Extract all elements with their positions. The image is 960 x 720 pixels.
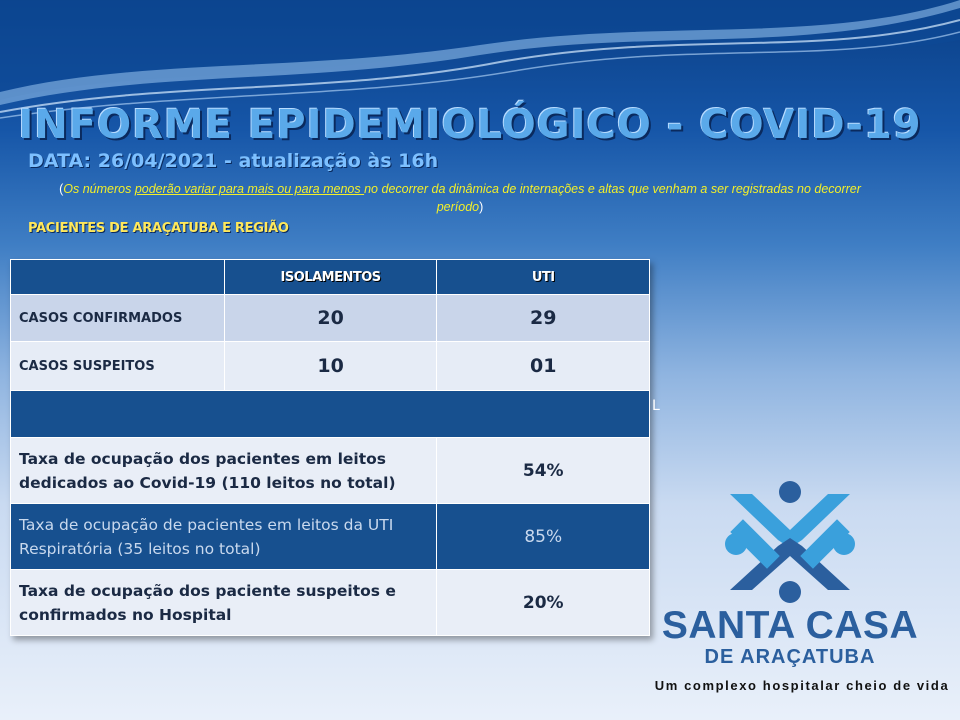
table-divider-row — [11, 391, 650, 438]
table-row — [11, 295, 650, 342]
brand-tagline: Um complexo hospitalar cheio de vida — [654, 678, 950, 693]
update-date: DATA: 26/04/2021 - atualização às 16h — [28, 150, 439, 172]
suspeitos-uti: 01 — [437, 342, 650, 391]
rate-value-covid-beds: 54% — [437, 438, 650, 504]
brand-city: DE ARAÇATUBA — [704, 646, 876, 668]
header-isolamentos: ISOLAMENTOS — [224, 260, 437, 295]
rate-value-hospital: 20% — [437, 570, 650, 636]
confirmados-uti: 29 — [437, 295, 650, 342]
table-row — [11, 342, 650, 391]
rate-row — [11, 570, 650, 636]
disclaimer-note: (Os números poderão variar para mais ou para menos no decorrer da dinâmica de internações e altas que venham a ser registradas no decorrer período) — [59, 182, 861, 214]
row-label-suspeitos: CASOS SUSPEITOS — [11, 342, 225, 391]
rate-label-uti-resp: Taxa de ocupação de pacientes em leitos da UTI Respiratória (35 leitos no total) — [11, 504, 437, 570]
stats-table — [10, 259, 650, 636]
region-label: PACIENTES DE ARAÇATUBA E REGIÃO — [28, 221, 289, 236]
confirmados-isolamentos: 20 — [224, 295, 437, 342]
row-label-confirmados: CASOS CONFIRMADOS — [11, 295, 225, 342]
santa-casa-logo-icon — [722, 478, 858, 606]
page-title: INFORME EPIDEMIOLÓGICO - COVID-19 — [18, 102, 922, 148]
stray-character: L — [652, 398, 660, 414]
rate-row — [11, 504, 650, 570]
header-uti: UTI — [437, 260, 650, 295]
header-empty-cell — [11, 260, 225, 295]
brand-name: SANTA CASA — [661, 604, 919, 647]
rate-row — [11, 438, 650, 504]
suspeitos-isolamentos: 10 — [224, 342, 437, 391]
rate-label-hospital: Taxa de ocupação dos paciente suspeitos e confirmados no Hospital — [11, 570, 437, 636]
rate-label-covid-beds: Taxa de ocupação dos pacientes em leitos dedicados ao Covid-19 (110 leitos no total) — [11, 438, 437, 504]
table-header-row — [11, 260, 650, 295]
rate-value-uti-resp: 85% — [437, 504, 650, 570]
